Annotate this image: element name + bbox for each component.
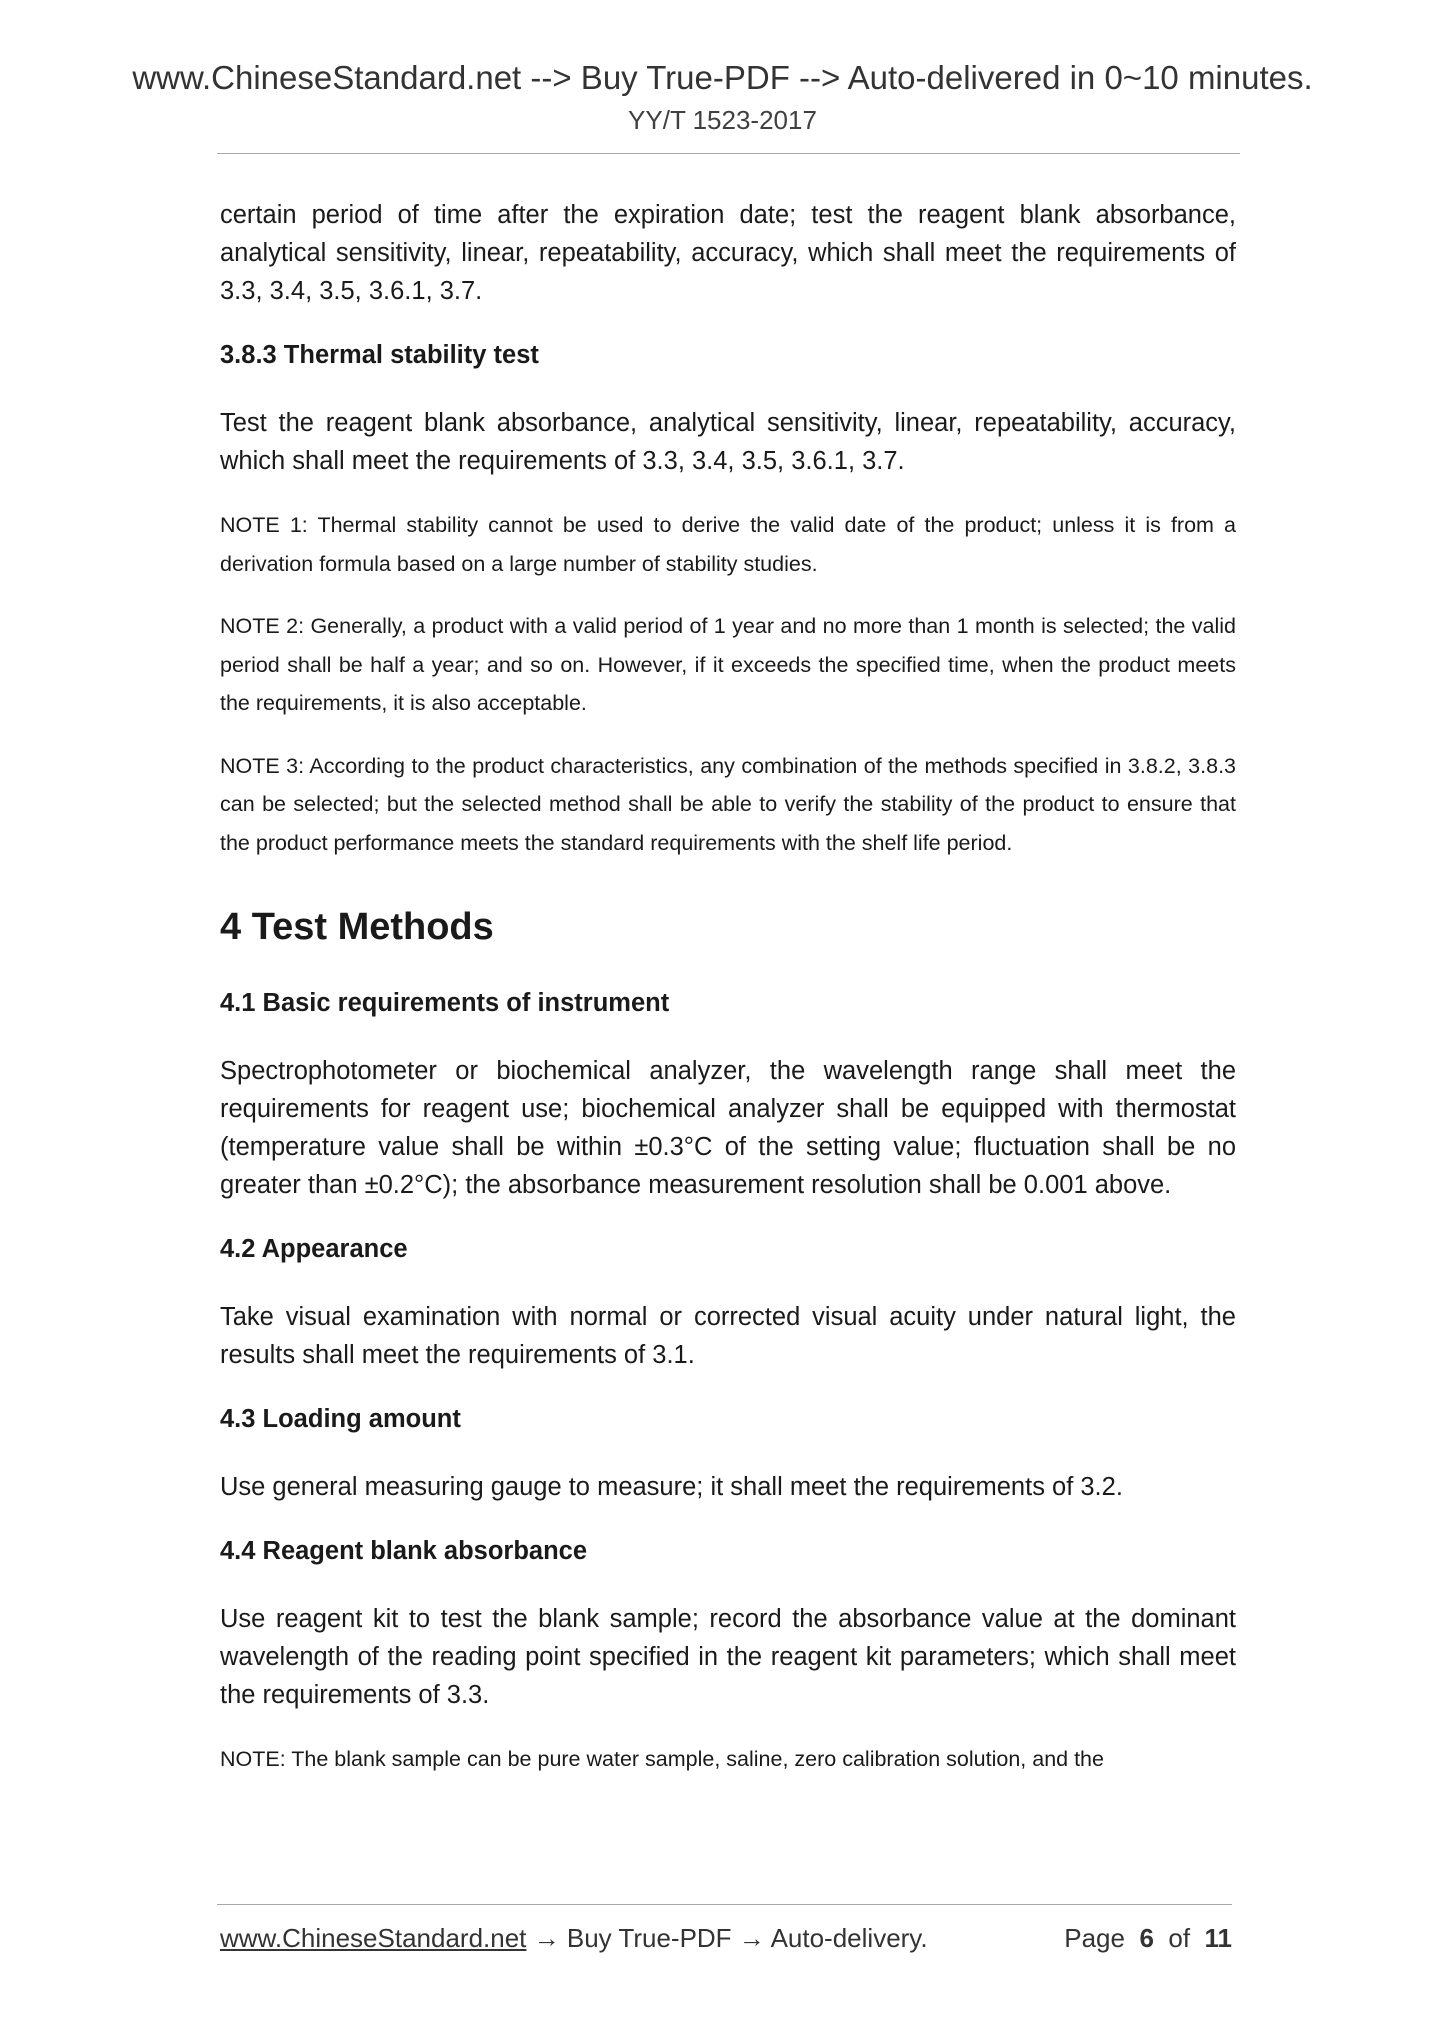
- page-current: 6: [1139, 1923, 1154, 1953]
- page-footer: [220, 1920, 1232, 1956]
- heading-4-2: 4.2 Appearance: [220, 1235, 408, 1263]
- page-total: 11: [1204, 1923, 1232, 1953]
- paragraph-4-2: Take visual examination with normal or corrected visual acuity under natural light, the results shall meet the requirements of 3.1.: [220, 1303, 1236, 1369]
- document-number: YY/T 1523-2017: [628, 105, 817, 135]
- footer-divider: [217, 1904, 1232, 1905]
- heading-4-4: 4.4 Reagent blank absorbance: [220, 1537, 588, 1565]
- of-word: of: [1168, 1923, 1191, 1953]
- paragraph-4-3: Use general measuring gauge to measure; it shall meet the requirements of 3.2.: [220, 1473, 1123, 1501]
- note-1: NOTE 1: Thermal stability cannot be used to derive the valid date of the product; unless it is from a derivation formula based on a large number of stability studies.: [220, 513, 1236, 576]
- page-indicator: [1064, 1920, 1232, 1956]
- note-3: NOTE 3: According to the product characteristics, any combination of the methods specified in 3.8.2, 3.8.3 can be selected; but the selected method shall be able to verify the stability of the product to ensure that the product performance meets the standard requirements with the shelf life period.: [220, 753, 1236, 855]
- note-2: NOTE 2: Generally, a product with a valid period of 1 year and no more than 1 month is selected; the valid period shall be half a year; and so on. However, if it exceeds the specified time, when the product meets the requirements, it is also acceptable.: [220, 614, 1236, 715]
- paragraph-4-4: Use reagent kit to test the blank sample; record the absorbance value at the dominant wavelength of the reading point specified in the reagent kit parameters; which shall meet the requirements of 3.3.: [220, 1605, 1236, 1709]
- paragraph-3-8-3: Test the reagent blank absorbance, analytical sensitivity, linear, repeatability, accuracy, which shall meet the requirements of 3.3, 3.4, 3.5, 3.6.1, 3.7.: [220, 409, 1236, 475]
- note-4-4: NOTE: The blank sample can be pure water sample, saline, zero calibration solution, and the: [220, 1747, 1104, 1771]
- footer-left: [220, 1920, 928, 1956]
- header-divider: [217, 153, 1240, 154]
- heading-4: 4 Test Methods: [220, 906, 494, 948]
- footer-tagline: → Buy True-PDF → Auto-delivery.: [526, 1923, 928, 1953]
- paragraph-continuation: certain period of time after the expiration date; test the reagent blank absorbance, analytical sensitivity, linear, repeatability, accuracy, which shall meet the requirements of 3.3, 3.4, 3.5, 3.6.1, 3.7.: [220, 201, 1236, 305]
- heading-3-8-3: 3.8.3 Thermal stability test: [220, 341, 539, 369]
- page-content: [220, 196, 1236, 1803]
- heading-4-3: 4.3 Loading amount: [220, 1405, 461, 1433]
- heading-4-1: 4.1 Basic requirements of instrument: [220, 989, 670, 1017]
- page-word: Page: [1064, 1923, 1125, 1953]
- top-banner: www.ChineseStandard.net --> Buy True-PDF --> Auto-delivered in 0~10 minutes.: [132, 59, 1313, 96]
- paragraph-4-1: Spectrophotometer or biochemical analyzer, the wavelength range shall meet the requirements for reagent use; biochemical analyzer shall be equipped with thermostat (temperature value shall be within ±0.3°C of the setting value; fluctuation shall be no greater than ±0.2°C); the absorbance measurement resolution shall be 0.001 above.: [220, 1057, 1236, 1199]
- footer-site-link[interactable]: www.ChineseStandard.net: [220, 1923, 527, 1953]
